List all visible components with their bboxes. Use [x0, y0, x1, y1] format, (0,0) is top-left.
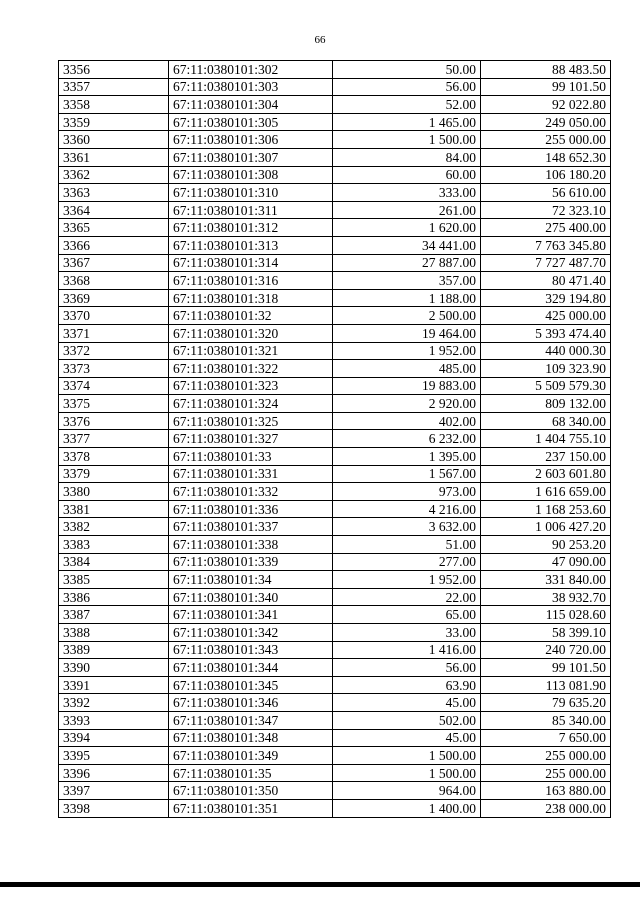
row-number-cell: 3378 — [59, 448, 169, 466]
area-cell: 6 232.00 — [333, 430, 481, 448]
table-row — [59, 184, 611, 202]
cadastral-number-cell: 67:11:0380101:340 — [169, 588, 333, 606]
area-cell: 1 952.00 — [333, 571, 481, 589]
table-row — [59, 694, 611, 712]
cadastral-value-cell: 440 000.30 — [481, 342, 611, 360]
row-number-cell: 3380 — [59, 483, 169, 501]
cadastral-value-cell: 99 101.50 — [481, 659, 611, 677]
table-row — [59, 729, 611, 747]
table-row — [59, 641, 611, 659]
cadastral-number-cell: 67:11:0380101:339 — [169, 553, 333, 571]
cadastral-value-cell: 80 471.40 — [481, 272, 611, 290]
row-number-cell: 3394 — [59, 729, 169, 747]
area-cell: 52.00 — [333, 96, 481, 114]
cadastral-value-cell: 115 028.60 — [481, 606, 611, 624]
cadastral-number-cell: 67:11:0380101:308 — [169, 166, 333, 184]
area-cell: 1 500.00 — [333, 131, 481, 149]
row-number-cell: 3368 — [59, 272, 169, 290]
cadastral-number-cell: 67:11:0380101:311 — [169, 201, 333, 219]
cadastral-number-cell: 67:11:0380101:351 — [169, 799, 333, 817]
area-cell: 2 920.00 — [333, 395, 481, 413]
row-number-cell: 3384 — [59, 553, 169, 571]
row-number-cell: 3389 — [59, 641, 169, 659]
table-row — [59, 61, 611, 79]
row-number-cell: 3363 — [59, 184, 169, 202]
cadastral-value-cell: 240 720.00 — [481, 641, 611, 659]
cadastral-value-cell: 148 652.30 — [481, 148, 611, 166]
cadastral-value-cell: 72 323.10 — [481, 201, 611, 219]
row-number-cell: 3370 — [59, 307, 169, 325]
area-cell: 65.00 — [333, 606, 481, 624]
row-number-cell: 3373 — [59, 360, 169, 378]
area-cell: 402.00 — [333, 412, 481, 430]
row-number-cell: 3382 — [59, 518, 169, 536]
area-cell: 56.00 — [333, 78, 481, 96]
table-row — [59, 254, 611, 272]
area-cell: 27 887.00 — [333, 254, 481, 272]
table-row — [59, 553, 611, 571]
cadastral-number-cell: 67:11:0380101:342 — [169, 624, 333, 642]
table-row — [59, 500, 611, 518]
cadastral-number-cell: 67:11:0380101:338 — [169, 536, 333, 554]
cadastral-number-cell: 67:11:0380101:331 — [169, 465, 333, 483]
cadastral-value-cell: 7 727 487.70 — [481, 254, 611, 272]
area-cell: 1 395.00 — [333, 448, 481, 466]
row-number-cell: 3396 — [59, 764, 169, 782]
area-cell: 60.00 — [333, 166, 481, 184]
cadastral-value-cell: 163 880.00 — [481, 782, 611, 800]
table-row — [59, 395, 611, 413]
cadastral-number-cell: 67:11:0380101:344 — [169, 659, 333, 677]
cadastral-value-cell: 255 000.00 — [481, 764, 611, 782]
table-row — [59, 236, 611, 254]
cadastral-number-cell: 67:11:0380101:324 — [169, 395, 333, 413]
row-number-cell: 3367 — [59, 254, 169, 272]
cadastral-value-table — [58, 60, 611, 818]
cadastral-value-cell: 249 050.00 — [481, 113, 611, 131]
table-row — [59, 448, 611, 466]
row-number-cell: 3397 — [59, 782, 169, 800]
cadastral-value-cell: 1 616 659.00 — [481, 483, 611, 501]
row-number-cell: 3386 — [59, 588, 169, 606]
cadastral-value-cell: 58 399.10 — [481, 624, 611, 642]
area-cell: 1 567.00 — [333, 465, 481, 483]
cadastral-value-cell: 255 000.00 — [481, 131, 611, 149]
table-row — [59, 624, 611, 642]
row-number-cell: 3377 — [59, 430, 169, 448]
cadastral-value-cell: 237 150.00 — [481, 448, 611, 466]
cadastral-value-cell: 425 000.00 — [481, 307, 611, 325]
row-number-cell: 3383 — [59, 536, 169, 554]
table-row — [59, 483, 611, 501]
table-row — [59, 377, 611, 395]
cadastral-value-cell: 1 168 253.60 — [481, 500, 611, 518]
cadastral-number-cell: 67:11:0380101:349 — [169, 747, 333, 765]
row-number-cell: 3375 — [59, 395, 169, 413]
cadastral-number-cell: 67:11:0380101:306 — [169, 131, 333, 149]
cadastral-value-cell: 7 763 345.80 — [481, 236, 611, 254]
row-number-cell: 3392 — [59, 694, 169, 712]
cadastral-value-cell: 106 180.20 — [481, 166, 611, 184]
table-row — [59, 307, 611, 325]
cadastral-number-cell: 67:11:0380101:316 — [169, 272, 333, 290]
cadastral-value-cell: 79 635.20 — [481, 694, 611, 712]
cadastral-number-cell: 67:11:0380101:347 — [169, 711, 333, 729]
row-number-cell: 3365 — [59, 219, 169, 237]
row-number-cell: 3356 — [59, 61, 169, 79]
area-cell: 19 464.00 — [333, 324, 481, 342]
area-cell: 973.00 — [333, 483, 481, 501]
table-row — [59, 676, 611, 694]
cadastral-value-cell: 47 090.00 — [481, 553, 611, 571]
table-row — [59, 588, 611, 606]
area-cell: 22.00 — [333, 588, 481, 606]
cadastral-value-cell: 329 194.80 — [481, 289, 611, 307]
table-row — [59, 219, 611, 237]
area-cell: 1 416.00 — [333, 641, 481, 659]
row-number-cell: 3366 — [59, 236, 169, 254]
cadastral-value-cell: 88 483.50 — [481, 61, 611, 79]
cadastral-number-cell: 67:11:0380101:314 — [169, 254, 333, 272]
table-row — [59, 131, 611, 149]
area-cell: 485.00 — [333, 360, 481, 378]
area-cell: 3 632.00 — [333, 518, 481, 536]
row-number-cell: 3385 — [59, 571, 169, 589]
cadastral-number-cell: 67:11:0380101:318 — [169, 289, 333, 307]
area-cell: 45.00 — [333, 694, 481, 712]
cadastral-number-cell: 67:11:0380101:343 — [169, 641, 333, 659]
area-cell: 357.00 — [333, 272, 481, 290]
table-row — [59, 272, 611, 290]
cadastral-value-cell: 275 400.00 — [481, 219, 611, 237]
cadastral-number-cell: 67:11:0380101:32 — [169, 307, 333, 325]
table-row — [59, 201, 611, 219]
area-cell: 964.00 — [333, 782, 481, 800]
row-number-cell: 3357 — [59, 78, 169, 96]
cadastral-number-cell: 67:11:0380101:313 — [169, 236, 333, 254]
table-row — [59, 536, 611, 554]
cadastral-number-cell: 67:11:0380101:303 — [169, 78, 333, 96]
table-row — [59, 571, 611, 589]
cadastral-number-cell: 67:11:0380101:350 — [169, 782, 333, 800]
cadastral-number-cell: 67:11:0380101:348 — [169, 729, 333, 747]
table-row — [59, 342, 611, 360]
row-number-cell: 3371 — [59, 324, 169, 342]
row-number-cell: 3387 — [59, 606, 169, 624]
area-cell: 333.00 — [333, 184, 481, 202]
cadastral-number-cell: 67:11:0380101:325 — [169, 412, 333, 430]
cadastral-value-cell: 331 840.00 — [481, 571, 611, 589]
table-row — [59, 799, 611, 817]
area-cell: 1 465.00 — [333, 113, 481, 131]
row-number-cell: 3362 — [59, 166, 169, 184]
table-row — [59, 96, 611, 114]
cadastral-number-cell: 67:11:0380101:341 — [169, 606, 333, 624]
table-row — [59, 78, 611, 96]
cadastral-number-cell: 67:11:0380101:305 — [169, 113, 333, 131]
cadastral-number-cell: 67:11:0380101:312 — [169, 219, 333, 237]
row-number-cell: 3376 — [59, 412, 169, 430]
area-cell: 84.00 — [333, 148, 481, 166]
cadastral-value-cell: 56 610.00 — [481, 184, 611, 202]
row-number-cell: 3361 — [59, 148, 169, 166]
cadastral-number-cell: 67:11:0380101:337 — [169, 518, 333, 536]
area-cell: 261.00 — [333, 201, 481, 219]
cadastral-value-cell: 2 603 601.80 — [481, 465, 611, 483]
area-cell: 502.00 — [333, 711, 481, 729]
area-cell: 1 500.00 — [333, 764, 481, 782]
table-row — [59, 148, 611, 166]
row-number-cell: 3379 — [59, 465, 169, 483]
cadastral-value-cell: 109 323.90 — [481, 360, 611, 378]
cadastral-number-cell: 67:11:0380101:320 — [169, 324, 333, 342]
table-row — [59, 747, 611, 765]
area-cell: 33.00 — [333, 624, 481, 642]
area-cell: 1 188.00 — [333, 289, 481, 307]
table-row — [59, 518, 611, 536]
cadastral-number-cell: 67:11:0380101:310 — [169, 184, 333, 202]
area-cell: 4 216.00 — [333, 500, 481, 518]
table-body — [59, 61, 611, 818]
row-number-cell: 3393 — [59, 711, 169, 729]
cadastral-value-cell: 5 393 474.40 — [481, 324, 611, 342]
row-number-cell: 3359 — [59, 113, 169, 131]
area-cell: 51.00 — [333, 536, 481, 554]
row-number-cell: 3369 — [59, 289, 169, 307]
cadastral-value-cell: 92 022.80 — [481, 96, 611, 114]
row-number-cell: 3388 — [59, 624, 169, 642]
cadastral-value-cell: 85 340.00 — [481, 711, 611, 729]
table-row — [59, 166, 611, 184]
row-number-cell: 3381 — [59, 500, 169, 518]
area-cell: 56.00 — [333, 659, 481, 677]
area-cell: 34 441.00 — [333, 236, 481, 254]
page-number: 66 — [314, 34, 326, 46]
area-cell: 1 620.00 — [333, 219, 481, 237]
table-row — [59, 782, 611, 800]
table-row — [59, 113, 611, 131]
cadastral-value-cell: 113 081.90 — [481, 676, 611, 694]
cadastral-number-cell: 67:11:0380101:307 — [169, 148, 333, 166]
area-cell: 277.00 — [333, 553, 481, 571]
row-number-cell: 3391 — [59, 676, 169, 694]
table-row — [59, 360, 611, 378]
cadastral-value-cell: 99 101.50 — [481, 78, 611, 96]
cadastral-number-cell: 67:11:0380101:35 — [169, 764, 333, 782]
cadastral-value-cell: 1 006 427.20 — [481, 518, 611, 536]
cadastral-number-cell: 67:11:0380101:33 — [169, 448, 333, 466]
footer-rule — [0, 882, 640, 887]
cadastral-number-cell: 67:11:0380101:332 — [169, 483, 333, 501]
area-cell: 63.90 — [333, 676, 481, 694]
table-row — [59, 764, 611, 782]
cadastral-number-cell: 67:11:0380101:323 — [169, 377, 333, 395]
cadastral-value-cell: 1 404 755.10 — [481, 430, 611, 448]
cadastral-number-cell: 67:11:0380101:304 — [169, 96, 333, 114]
area-cell: 45.00 — [333, 729, 481, 747]
table-row — [59, 606, 611, 624]
cadastral-number-cell: 67:11:0380101:321 — [169, 342, 333, 360]
cadastral-value-cell: 809 132.00 — [481, 395, 611, 413]
row-number-cell: 3360 — [59, 131, 169, 149]
row-number-cell: 3364 — [59, 201, 169, 219]
cadastral-value-cell: 255 000.00 — [481, 747, 611, 765]
table-row — [59, 430, 611, 448]
cadastral-number-cell: 67:11:0380101:345 — [169, 676, 333, 694]
cadastral-value-cell: 238 000.00 — [481, 799, 611, 817]
table-row — [59, 412, 611, 430]
row-number-cell: 3395 — [59, 747, 169, 765]
row-number-cell: 3398 — [59, 799, 169, 817]
cadastral-value-cell: 5 509 579.30 — [481, 377, 611, 395]
row-number-cell: 3390 — [59, 659, 169, 677]
area-cell: 1 952.00 — [333, 342, 481, 360]
table-row — [59, 465, 611, 483]
row-number-cell: 3374 — [59, 377, 169, 395]
cadastral-number-cell: 67:11:0380101:34 — [169, 571, 333, 589]
table-row — [59, 711, 611, 729]
cadastral-number-cell: 67:11:0380101:302 — [169, 61, 333, 79]
area-cell: 1 400.00 — [333, 799, 481, 817]
cadastral-number-cell: 67:11:0380101:327 — [169, 430, 333, 448]
area-cell: 1 500.00 — [333, 747, 481, 765]
table-row — [59, 324, 611, 342]
table-row — [59, 289, 611, 307]
cadastral-value-cell: 7 650.00 — [481, 729, 611, 747]
cadastral-value-cell: 90 253.20 — [481, 536, 611, 554]
table-row — [59, 659, 611, 677]
cadastral-value-cell: 68 340.00 — [481, 412, 611, 430]
area-cell: 2 500.00 — [333, 307, 481, 325]
row-number-cell: 3358 — [59, 96, 169, 114]
area-cell: 50.00 — [333, 61, 481, 79]
row-number-cell: 3372 — [59, 342, 169, 360]
cadastral-number-cell: 67:11:0380101:336 — [169, 500, 333, 518]
cadastral-value-cell: 38 932.70 — [481, 588, 611, 606]
cadastral-number-cell: 67:11:0380101:346 — [169, 694, 333, 712]
area-cell: 19 883.00 — [333, 377, 481, 395]
cadastral-number-cell: 67:11:0380101:322 — [169, 360, 333, 378]
